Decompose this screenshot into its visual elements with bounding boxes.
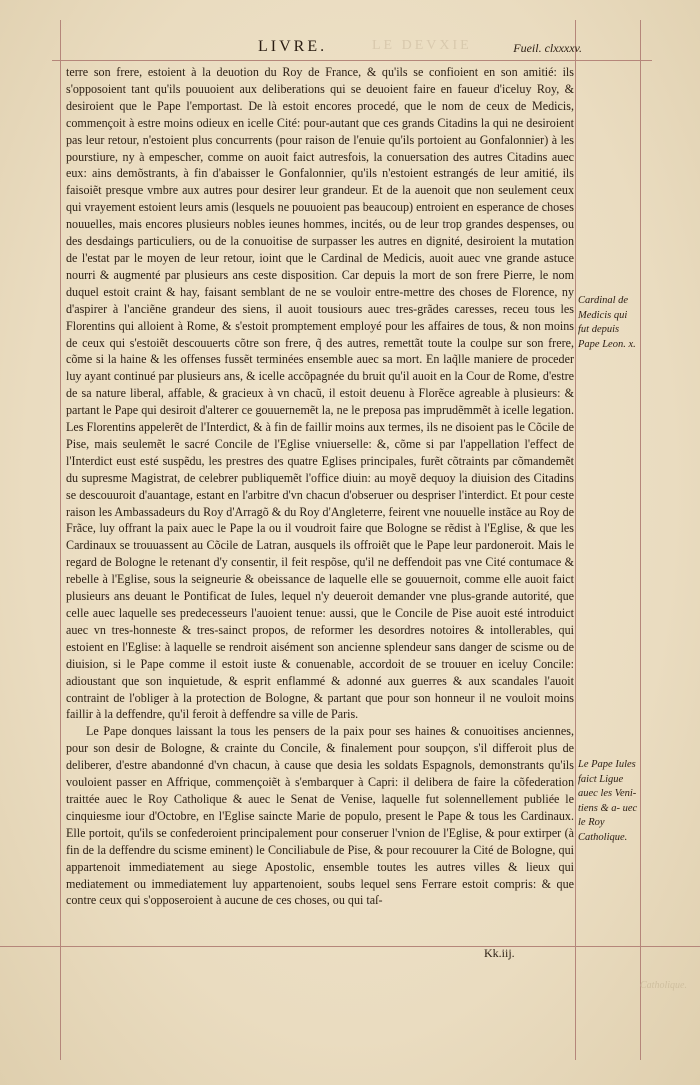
- footer-rule: [0, 946, 700, 947]
- show-through-text: LE DEVXIE: [372, 38, 472, 53]
- text-right-rule: [575, 20, 576, 1060]
- folio-number: Fueil. clxxxxv.: [513, 41, 582, 55]
- running-head: LIVRE.: [258, 38, 328, 55]
- outer-margin-rule: [640, 20, 641, 1060]
- show-through-text: Catholique.: [640, 980, 687, 991]
- margin-note: Cardinal de Medicis qui fut depuis Pape Leon. x.: [578, 295, 636, 350]
- paragraph: terre son frere, estoient à la deuotion du Roy de France, & qu'ils se confioient en son amitié: ils s'opposoient tant qu'ils pouuoient aux deliberations qui se deuoient faire en faueur d'iceluy Roy, & desiroient que le Pape l'emportast. De là estoit encores procedé, que le nom de ceux de Medicis, commençoit à estre moins odieux en icelle Cité: pour-autant que ces grands Citadins la qui ne desiroient pas leur retour, n'estoient plus concurrents (pour raison de l'enuie qu'ils portoient au Gonfalonnier) à les pourstiure, ny à empescher, comme on auoit faict autresfois, la conuersation des autres Citadins auec eux: ains demõstrants, à fin d'abaisser le Gonfalonnier, qu'ils n'estoient estrangés de leur amitié, ils faisoiẽt presque vmbre aux autres pour desirer leur grandeur. Et de la auenoit que non seulement ceux qui vrayement estoient leurs amis (lesquels ne pouuoient pas beaucoup) entroient en esperance de choses nouuelles, mais encores plusieurs nobles ieunes hommes, incités, ou de leur trop grandes despenses, ou des desdaings particuliers, ou de la conuoitise de surpasser les autres en dignité, desiroient la mutation de l'estat par le moyen de leur retour, ioint que le Cardinal de Medicis, auoit auec vne grande astuce nourri & augmenté par plusieurs ans ceste disposition. Car depuis la mort de son frere Pierre, le nom duquel estoit craint & hay, faisant semblant de ne se vouloir entre-mettre des choses de Florence, ny d'aspirer à l'anciẽne grandeur des siens, il auoit tousiours auec tres-grãdes caresses, receu tous les Florentins qui alloient à Rome, & s'estoit promptement employé pour les affaires de tous, & non moins de ceux qui s'estoiẽt descouuerts cõtre son frere, q̃ des autres, remettãt toute la coulpe sur son frere, cõme si la haine & les offenses fussẽt terminées ensemble auec sa mort. En laq̃lle maniere de proceder luy ayant continué par plusieurs ans, & icelle accõpagnée du bruit qu'il auoit en la Cour de Rome, d'estre de sa nature liberal, affable, & gracieux à vn chacũ, il estoit deuenu à Florẽce agreable à plusieurs: & partant le Pape qui desiroit d'alterer ce gouuernemẽt la, ne le preposa pas imprudẽmmẽt à icelle legation. Les Florentins appelerẽt de l'Interdict, & à fin de faillir moins aux termes, ils ne disoient pas le Cõcile de Pise, mais seulemẽt le sacré Concile de l'Eglise vniuerselle: &, cõme si par l'appellation l'effect de l'Interdict eust esté suspẽdu, les prestres des quatre Eglises principales, furẽt cõtraints par cõmandemẽt du supresme Magistrat, de celebrer publiquemẽt l'office diuin: au moyẽ dequoy la diuision des Citadins se descouuroit d'auantage, estant en l'arbitre d'vn chacun d'obseruer ou despriser l'interdict. Et pour ceste raison les Ambassadeurs du Roy d'Arragõ & du Roy d'Angleterre, feirent vne nouuelle instãce au Roy de Frãce, luy offrant la paix auec le Pape la ou il voudroit faire que Bologne se rẽdist à l'Eglise, & que les Cardinaux se trouuassent au Cõcile de Latran, ausquels ils offroiẽt que le Pape leur pardoneroit. Mais le regard de Bologne le retenant d'y consentir, il feit respõse, qu'il ne deffendoit pas vne Cité contumace & rebelle à l'Eglise, sous la seigneurie & obeissance de laquelle elle se gouuernoit, comme elle auoit faict plusieurs ans deuant le Pontificat de Iules, lequel n'y deueroit demander vne plus-grande autorité, que celle auec laquelle ses predecesseurs l'auoient tenue: aussi, que le Concile de Pise auoit esté introduict auec vn tres-honneste & tres-sainct propos, de reformer les desordres notoires & intollerables, qui estoient en l'Eglise: à laquelle se rendroit aisément son ancienne splendeur sans danger de scisme ou de diuision, si le Pape comme il estoit iuste & conuenable, accordoit de se trouuer en iceluy Concile: adioustant que son inquietude, & esprit enflammé & adonné aux guerres & aux scandales l'auoit contraint de l'obliger à la protection de Bologne, & partant que pour son honneur il ne vouloit moins faillir à la deffendre, qu'il feroit à deffendre sa ville de Paris.: [66, 65, 574, 722]
- signature-mark: Kk.iij.: [484, 946, 515, 960]
- header-rule: [52, 60, 652, 61]
- paragraph: Le Pape donques laissant la tous les pensers de la paix pour ses haines & conuoitises anciennes, pour son desir de Bologne, & crainte du Concile, & finalement pour soupçon, s'il differoit plus de deliberer, d'estre abandonné d'vn chacun, à cause que desia les soldats Espagnols, demonstrants qu'ils vouloient passer en Affrique, commençoiẽt à s'embarquer à Capri: il delibera de faire la cõfederation traittée auec le Roy Catholique & auec le Senat de Venise, laquelle fut solennellement publiée le cinquiesme iour d'Octobre, en l'Eglise saincte Marie de populo, present le Pape & tous les Cardinaux. Elle portoit, qu'ils se confederoient principalement pour conseruer l'vnion de l'Eglise, & pour extirper (à fin de la deffendre du scisme eminent) le Conciliabule de Pise, & pour recouurer la Cité de Bologne, qui appartenoit immediatement au siege Apostolic, ensemble toutes les autres villes & lieux qui mediatement ou immediatement luy appartenoient, soubs lequel sens Ferrare estoit compris: & que contre ceux qui s'opposeroient à aucune de ces choses, ou qui taſ-: [66, 724, 574, 908]
- main-text-block: [66, 64, 574, 909]
- left-margin-rule: [60, 20, 61, 1060]
- margin-note: Le Pape Iules faict Ligue auec les Veni- tiens & a- uec le Roy Catholique.: [578, 759, 638, 843]
